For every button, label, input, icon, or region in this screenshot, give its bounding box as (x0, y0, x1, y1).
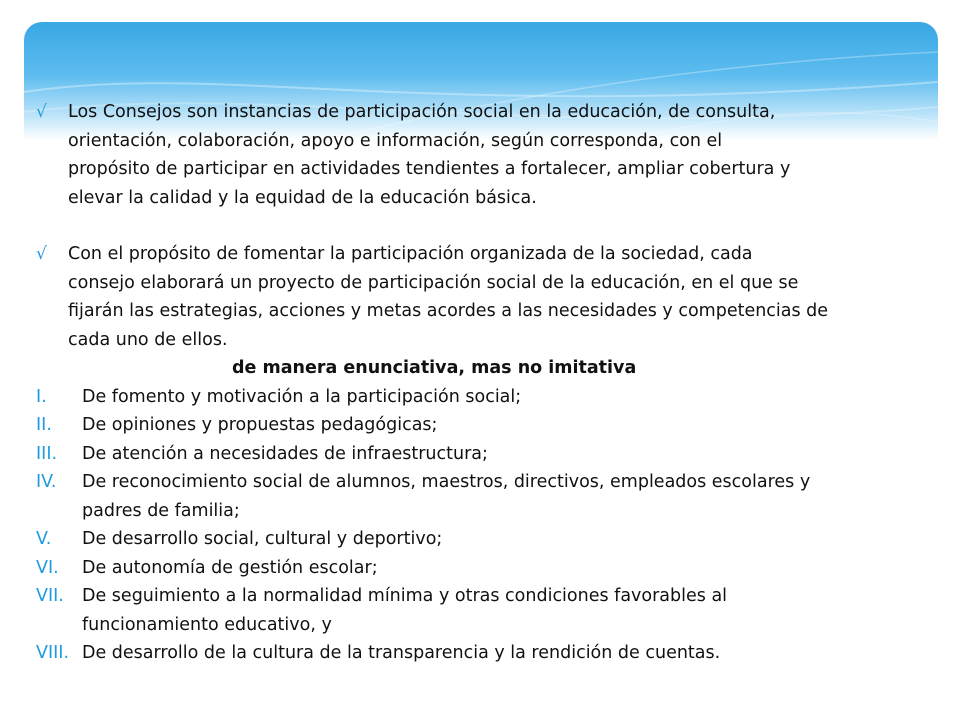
paragraph-line: cada uno de ellos. (68, 329, 228, 350)
list-item-text: De autonomía de gestión escolar; (82, 557, 378, 578)
check-icon: √ (36, 244, 47, 264)
spacer (36, 212, 931, 240)
list-item-text: De seguimiento a la normalidad mínima y otras condiciones favorables al (82, 586, 728, 606)
paragraph-line: Con el propósito de fomentar la participación organizada de la sociedad, cada (68, 244, 753, 264)
list-item (36, 411, 931, 440)
slide-content (36, 98, 931, 668)
consejos-list (36, 383, 931, 668)
list-subtitle: de manera enunciativa, mas no imitativa (232, 358, 637, 378)
list-item-text: De fomento y motivación a la participación social; (82, 386, 522, 407)
paragraph-line: consejo elaborará un proyecto de participación social de la educación, en el que se (68, 272, 799, 293)
list-item (36, 440, 931, 469)
check-icon: √ (36, 102, 47, 122)
list-item-text: De opiniones y propuestas pedagógicas; (82, 415, 438, 435)
list-number: I. (36, 386, 47, 407)
list-item (36, 525, 931, 554)
list-item (36, 554, 931, 583)
list-item-text: padres de familia; (82, 500, 240, 521)
paragraph-line: fijarán las estrategias, acciones y metas acordes a las necesidades y competencias de (68, 301, 829, 321)
list-item-text: De atención a necesidades de infraestructura; (82, 443, 488, 464)
paragraph-proposito (36, 240, 931, 354)
paragraph-consejos (36, 98, 931, 212)
list-item (36, 639, 931, 668)
paragraph-line: Los Consejos son instancias de participación social en la educación, de consulta, (68, 102, 776, 122)
list-item (36, 383, 931, 412)
list-item-text: De reconocimiento social de alumnos, maestros, directivos, empleados escolares y (82, 472, 811, 492)
list-item (36, 468, 931, 525)
list-item (36, 582, 931, 639)
list-number: VII. (36, 586, 64, 606)
paragraph-line: propósito de participar en actividades tendientes a fortalecer, ampliar cobertura y (68, 159, 791, 179)
list-item-text: De desarrollo social, cultural y deportivo; (82, 529, 443, 549)
list-number: VIII. (36, 643, 70, 663)
list-number: IV. (36, 472, 57, 492)
paragraph-line: elevar la calidad y la equidad de la educación básica. (68, 187, 537, 208)
list-number: V. (36, 529, 52, 549)
paragraph-line: orientación, colaboración, apoyo e información, según corresponda, con el (68, 130, 723, 151)
list-number: VI. (36, 557, 59, 578)
list-item-text: funcionamiento educativo, y (82, 614, 332, 635)
list-number: III. (36, 443, 58, 464)
list-item-text: De desarrollo de la cultura de la transparencia y la rendición de cuentas. (82, 643, 721, 663)
list-number: II. (36, 415, 52, 435)
